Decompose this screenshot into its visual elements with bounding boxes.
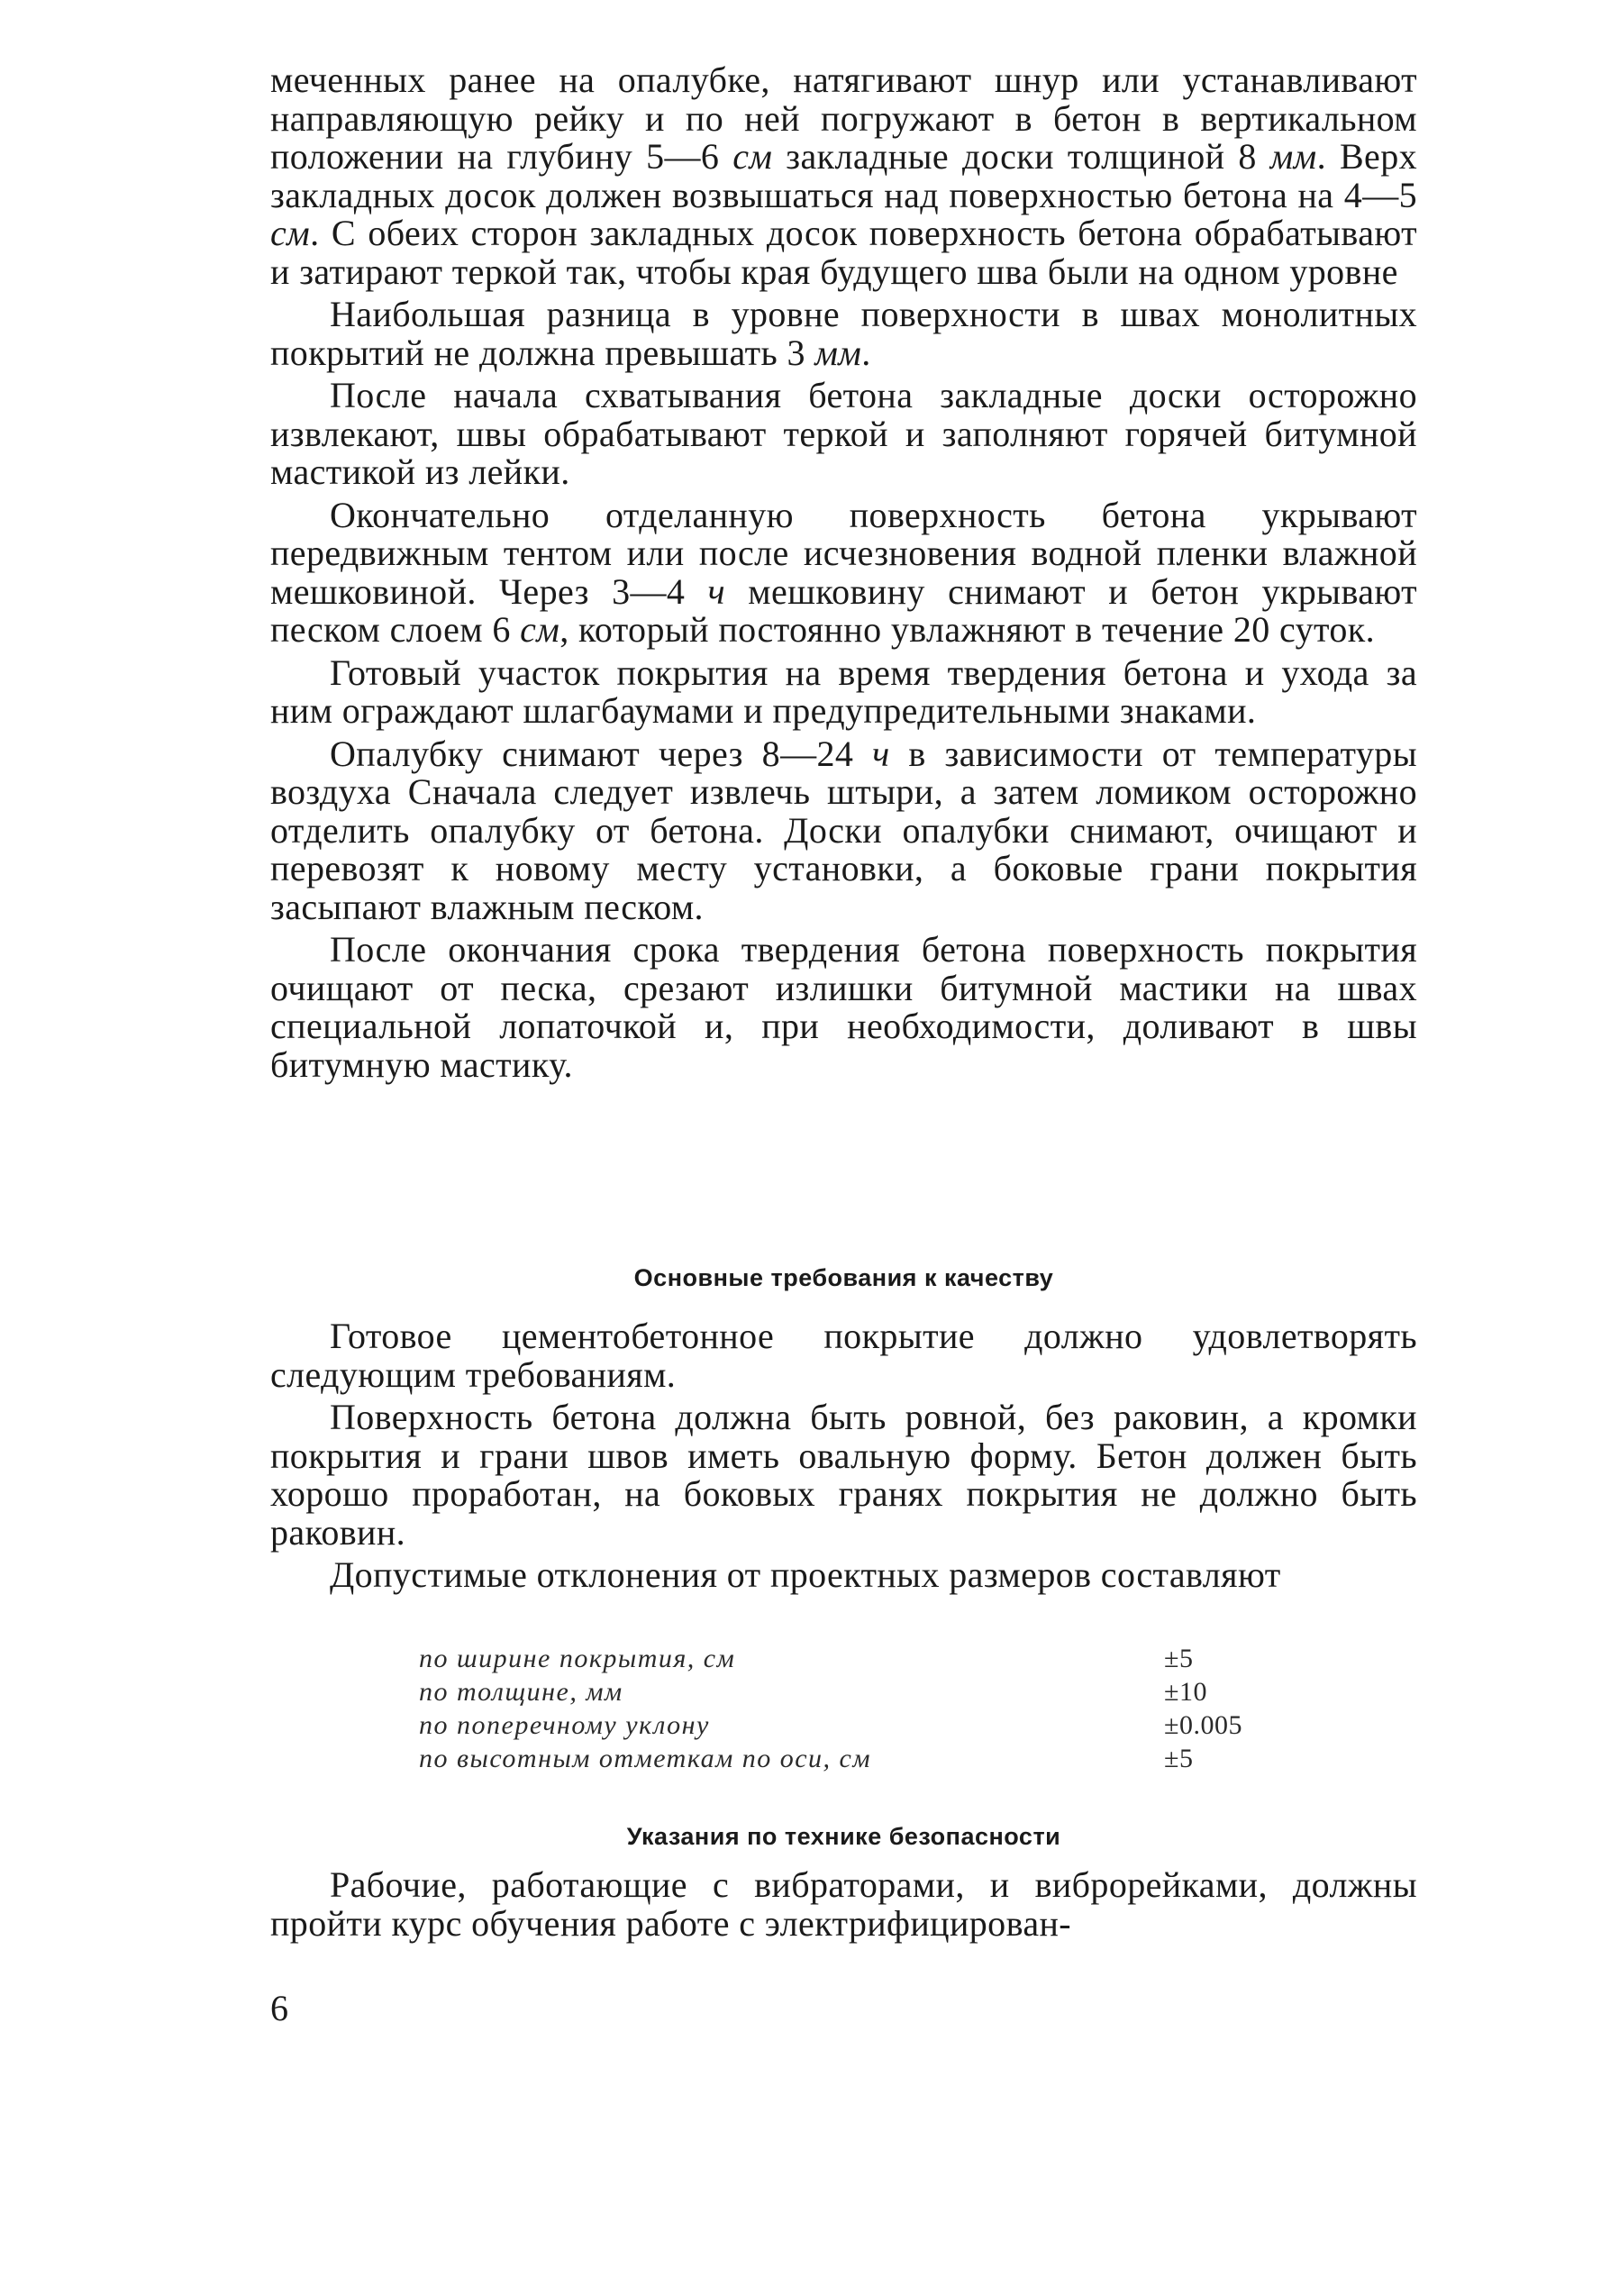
text-run: меченных ранее на опалубке, натягивают шнур или устанавливают направляющую рейку и по ней погружают в бетон в вертикальном положении на глубину 5—6 — [270, 59, 1417, 177]
text-run: Готовое цементобетонное покрытие должно удовлетворять следующим требованиям. — [270, 1316, 1417, 1395]
body-paragraph — [270, 931, 1417, 1084]
text-run: мешковину снимают и бетон укрывают песком слоем 6 — [270, 570, 1418, 650]
tolerance-label: по поперечному уклону — [419, 1710, 710, 1740]
tolerance-value: ±0.005 — [1164, 1710, 1242, 1740]
text-run: Поверхность бетона должна быть ровной, без раковин, а кромки покрытия и грани швов иметь овальную форму. Бетон должен быть хорошо проработан, на боковых гранях покрытия не должно быть раковин. — [270, 1397, 1417, 1553]
body-paragraph — [270, 61, 1417, 291]
unit-text: мм — [814, 332, 862, 373]
unit-text: ч — [707, 570, 725, 612]
text-run: После окончания срока твердения бетона поверхность покрытия очищают от песка, срезают излишки битумной мастики на швах специальной лопаточкой и, при необходимости, доливают в швы битумную мастику. — [270, 929, 1417, 1085]
text-run: . — [861, 332, 871, 373]
body-paragraph — [270, 296, 1417, 372]
body-paragraph — [270, 377, 1417, 492]
text-run: После начала схватывания бетона закладные доски осторожно извлекают, швы обрабатывают теркой и заполняют горячей битумной мастикой из лейки. — [270, 375, 1417, 492]
page-number: 6 — [270, 1988, 288, 2028]
tolerance-label: по высотным отметкам по оси, см — [419, 1744, 872, 1773]
tolerance-value: ±5 — [1164, 1744, 1194, 1773]
tolerance-value: ±5 — [1164, 1644, 1194, 1673]
text-run: закладные доски толщиной 8 — [772, 136, 1270, 177]
section-heading-quality: Основные требования к качеству — [633, 1264, 1054, 1291]
text-block-quality — [270, 1317, 1417, 1599]
tolerance-label: по толщине, мм — [419, 1677, 623, 1707]
body-paragraph — [270, 1399, 1417, 1552]
text-run: Опалубку снимают через 8—24 — [330, 733, 873, 774]
text-block-safety — [270, 1866, 1417, 1947]
unit-text: см — [270, 213, 311, 253]
body-paragraph — [270, 1866, 1417, 1943]
tolerance-row — [270, 1642, 1417, 1675]
body-paragraph — [270, 735, 1417, 927]
section-heading-safety: Указания по технике безопасности — [626, 1823, 1061, 1850]
body-paragraph — [270, 494, 1418, 650]
tolerance-label: по ширине покрытия, см — [419, 1644, 736, 1673]
tolerance-row — [270, 1742, 1417, 1775]
text-run: Наибольшая разница в уровне поверхности в швах монолитных покрытий не должна превышать 3 — [270, 294, 1417, 373]
tolerance-value: ±10 — [1164, 1677, 1207, 1707]
body-paragraph — [270, 1317, 1417, 1394]
text-run: Рабочие, работающие с вибраторами, и виброрейками, должны пройти курс обучения работе с электрифицирован- — [270, 1864, 1417, 1944]
unit-text: мм — [1269, 136, 1317, 177]
text-run: Готовый участок покрытия на время твердения бетона и ухода за ним ограждают шлагбаумами и предупредительными знаками. — [270, 651, 1417, 731]
unit-text: см — [732, 136, 773, 177]
unit-text: см — [520, 609, 560, 650]
text-run: . Верх закладных досок должен возвышаться над поверхностью бетона на 4—5 — [270, 136, 1417, 215]
text-run: Допустимые отклонения от проектных размеров составляют — [330, 1554, 1281, 1595]
tolerance-list — [270, 1642, 1417, 1775]
text-run: в зависимости от температуры воздуха Сначала следует извлечь штыри, а затем ломиком осторожно отделить опалубку от бетона. Доски опалубки снимают, очищают и перевозят к новому месту установки, а боковые грани покрытия засыпают влажным песком. — [270, 733, 1417, 927]
unit-text: ч — [872, 733, 890, 774]
body-paragraph — [270, 1556, 1417, 1595]
text-run: Окончательно отделанную поверхность бетона укрывают передвижным тентом или после исчезновения водной пленки влажной мешковиной. Через 3—4 — [270, 494, 1417, 612]
body-paragraph — [270, 651, 1417, 731]
text-run: . С обеих сторон закладных досок поверхность бетона обрабатывают и затирают теркой так, чтобы края будущего шва были на одном уровне — [270, 213, 1417, 292]
text-block-formwork — [270, 61, 1417, 1089]
tolerance-row — [270, 1708, 1417, 1742]
text-run: , который постоянно увлажняют в течение 20 суток. — [559, 609, 1376, 650]
tolerance-row — [270, 1675, 1417, 1708]
